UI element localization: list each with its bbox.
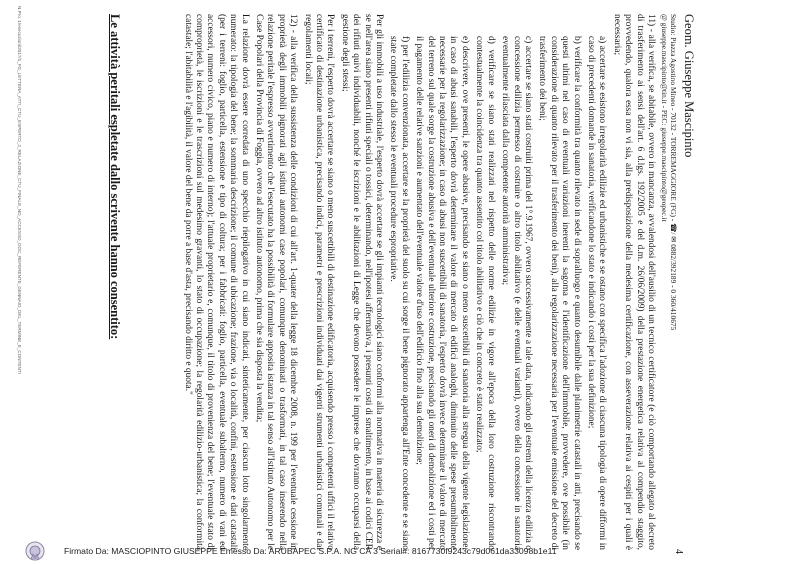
item-f: f) per l'edilizia convenzionata, accertare se la proprietà del suolo su cui sorge il bene pignorato appartenga all'Ente concedente e se siano state completate dallo stesso le eventuali procedure espropriative. [388,36,410,550]
item-11: 11) - alla verifica, se abitabile, ovvero in mancanza, avvalendosi dell'ausilio di un tecnico certificatore (e ciò comportando allegato al decreto di trasferimento ai sensi dell'art. 6 d.lgs. 192/2005 e del d.m. 26/06/2009) della prestazione energetica relativa al compendio staggito, provvedendo, qualora essa non vi sia, alla predisposizione della medesima certificazione, con asseverazione relativa ai cespiti per i quali è necessaria; [611,14,656,550]
item-e: e) descrivere, ove presenti, le opere abusive, precisando se siano o meno suscettibili di sanatoria alla stregua della vigente legislazione; in caso di abusi sanabili, l'esperto dovrà determinare il valore di mercato di edifici analoghi, diminuito delle spese presumibilmente necessarie per la regolarizzazione; in caso di abusi non suscettibili di sanatoria, l'esperto dovrà invece determinare il valore di mercato del terreno sul quale sorge la costruzione abusiva e dell'eventuale ulteriore costruzione, precisando gli oneri di demolizione ed i costi per il pagamento delle relative sanzioni e aumentato dell'eventuale valore d'uso dell'edificio fino alla sua demolizione; [414,36,470,550]
digital-signature-seal-icon [24,540,46,562]
side-note: N.Pro. 1/esecuzioni/2017/1_FG_LETTERA_ATTI_CTU_ESPERTO_2_RELAZIONE_CTU_FINALE_NO_ACCESSO_DOC_REFERENTE_GENNAIO_DEL_TERMINE_E_CONTENTI [17,6,22,374]
document-body [178,14,656,550]
header-name: Geom. Giuseppe Mascipinto [682,14,696,158]
header-address [660,14,678,534]
header-email-line: @ giuseppe.mascipinto@tin.it - PEC: giuseppe.mascipinto@geopec.it [660,14,669,222]
header-address-line: Studio: Piazza Agostino Mineo - 70132 - TORREMAGGIORE (FG) - ☎/ ✉ 0882/392189 - 0 360/410675 [669,14,678,331]
paragraph-summary: La relazione dovrà essere corredata di uno specchio riepilogativo in cui siano indicati, sinteticamente, per ciascun lotto singolarmente numerato: la tipologia del bene; la sommaria descrizione; il comune di ubicazione; frazione, via o località, confini, estensione e dati catastali (per i terreni: foglio, particella, estensione e tipo di coltura; per i fabbricati: foglio, particella, eventuale subalterno, numero di vani ed accessori, numero civico, piano e numero di interno); l'attuale proprietario e, comunque, il titolo di provenienza del bene; l'eventuale stato di comproprietà, le iscrizioni e le trascrizioni sul medesimo gravanti, lo stato di occupazione; la regolarità edilizio-urbanistica; la conformità catastale; l'abitabilità e l'agibilità, il valore del bene da porre a base d'asta, precisando diritto e quota." [182,14,250,550]
page-number: 4 [673,549,684,554]
item-b: b) verificare la conformità tra quanto rilevato in sede di sopralluogo e quanto desumibile dalle planimetrie catastali in atti, precisando se questi ultimi nel caso di eventuali variazioni inerenti la sagoma e l'identificazione dell'immobile, provvedere, ove possibile (in considerazione di quanto rilevato per il trasferimento dei beni), alla regolarizzazione necessaria per l'eventuale emissione del decreto di trasferimento dei beni; [537,36,582,550]
document-page [88,0,698,564]
paragraph-land: Per i terreni, l'esperto dovrà accertare se siano o meno suscettibili di destinazione edificatoria, acquisendo presso i competenti uffici il relativo certificato di destinazione urbanistica, precisando indici, parametri e prescrizioni individuati dai vigenti strumenti urbanistici comunali e dai regolamenti locali; [302,14,336,550]
signature-text: Firmato Da: MASCIOPINTO GIUSEPPE Emesso Da: ARUBAPEC S.P.A. NG CA 3 Serial#: 8167730f9243c79d061da33098b1e11 [64,546,557,556]
side-note-strip [10,0,24,564]
item-12: 12) - alla verifica della sussistenza delle condizioni di cui all'art. 1-quater della legge 18 dicembre 2008, n. 199 per l'eventuale cessione in proprietà degli immobili pignorati agli istituti autonomi case popolari, comunque denominati o trasformati, in tal caso inserendo nella relazione peritale l'espresso avvertimento che l'esecutato ha la possibilità di formulare apposita istanza in tal senso all'Istituto Autonomo per le Case Popolari della Provincia di Foggia, ovvero ad altro istituto autonomo, prima che sia disposta la vendita; [254,14,299,550]
section-title: Le attività peritali espletate dallo scrivente hanno consentito: [108,14,122,340]
signature-strip [0,538,800,564]
item-d: d) verificare se siano stati realizzati nel rispetto delle norme edilizie in vigore all'epoca della loro costruzione riscontrando contestualmente la coincidenza tra quanto assentito col titolo abilitativo e ciò che in concreto è stato realizzato; [474,36,496,550]
item-c: c) accertare se siano stati costruiti prima del 1°.9.1967, ovvero successivamente a tale data, indicando gli estremi della licenza edilizia o concessione edilizia permesso di costruire o altro titolo abilitativo (e delle eventuali varianti), ovvero della concessione in sanatoria eventualmente rilasciata dalla competente autorità amministrativa; [500,36,533,550]
item-a: a) accertare se esistono irregolarità edilizie ed urbanistiche e se ostano con specifica l'adozione di ciascuna tipologia di opere difformi in caso di precedenti domande in sanatoria, verificandone lo stato e indicando i costi per la sua definizione; [585,36,608,550]
paragraph-industrial: Per gli immobili a uso industriale, l'esperto dovrà accertare se gli impianti tecnologici siano conformi alla normativa in materia di sicurezza e se nell'area siano presenti rifiuti speciali o tossici, determinando, nell'ipotesi affermativa, i presunti costi di smaltimento, in base ai codici CER dei rifiuti quivi individuabili, nonché le iscrizioni e le abilitazioni di Legge che devono possedere le imprese che dovranno occuparsi della gestione degli stessi; [339,14,385,550]
